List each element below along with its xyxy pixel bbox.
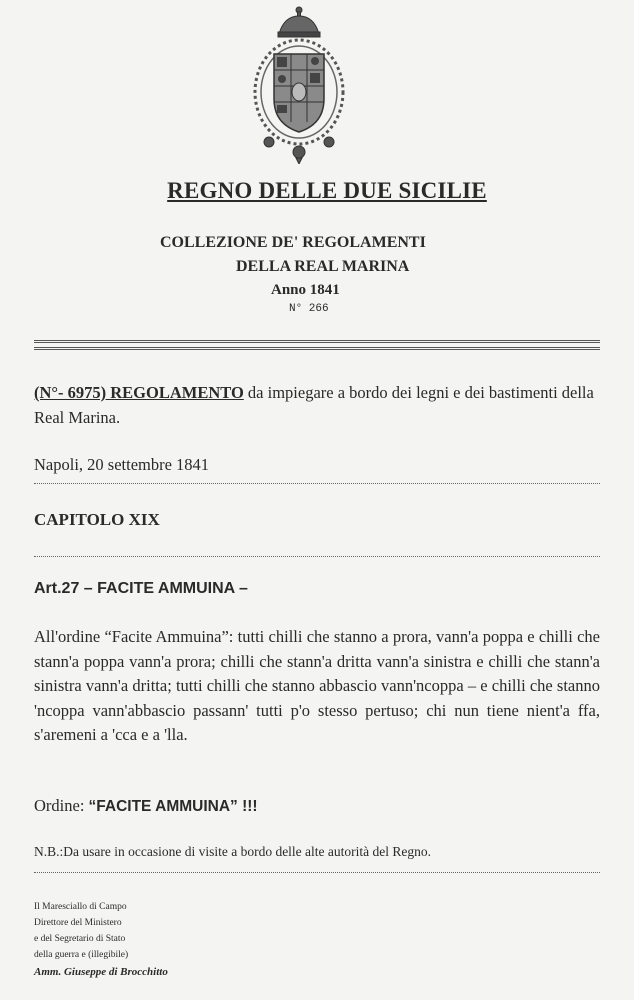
collection-title-line1: COLLEZIONE DE' REGOLAMENTI (160, 234, 426, 251)
signature-line: e del Segretario di Stato (34, 934, 126, 944)
order-value: “FACITE AMMUINA” !!! (88, 798, 258, 815)
place-date: Napoli, 20 settembre 1841 (34, 455, 210, 474)
dotted-divider (34, 483, 600, 484)
royal-coat-of-arms-emblem (244, 4, 354, 164)
regulation-paragraph (34, 380, 606, 430)
order-line (34, 796, 258, 816)
dotted-divider (34, 872, 600, 873)
article-body: All'ordine “Facite Ammuina”: tutti chilli che stanno a prora, vann'a poppa e chilli che stann'a poppa vann'a prora; chilli che stann'a dritta vann'a sinistra e chilli che stann'a sinistra vann'a dritta; tutti chilli che stanno abbascio vann'ncoppa – e chilli che stanno 'ncoppa vann'abbascio passann' tutti p'o stesso pertuso; chi nun tiene nient'a ffa, s'aremeni a 'cca e a 'lla. (34, 627, 600, 744)
collection-title-line2: DELLA REAL MARINA (236, 258, 410, 275)
signature-line: Il Maresciallo di Campo (34, 902, 127, 912)
signature-line: Direttore del Ministero (34, 918, 122, 928)
order-label: Ordine: (34, 796, 89, 815)
double-rule-divider (34, 340, 600, 350)
article-heading: Art.27 – FACITE AMMUINA – (34, 580, 248, 597)
regulation-description: da impiegare a bordo dei legni e dei bastimenti della Real Marina. (34, 383, 594, 427)
chapter-heading: CAPITOLO XIX (34, 510, 160, 529)
note-text: N.B.:Da usare in occasione di visite a bordo delle alte autorità del Regno. (34, 844, 432, 859)
regulation-reference: (N°- 6975) REGOLAMENTO (34, 383, 244, 402)
dotted-divider (34, 556, 600, 557)
signature-line: della guerra e (illegibile) (34, 950, 129, 960)
collection-number: N° 266 (289, 303, 329, 315)
year-label: Anno 1841 (271, 282, 340, 298)
signatory-name: Amm. Giuseppe di Brocchitto (34, 966, 168, 978)
kingdom-title: REGNO DELLE DUE SICILIE (167, 178, 487, 203)
